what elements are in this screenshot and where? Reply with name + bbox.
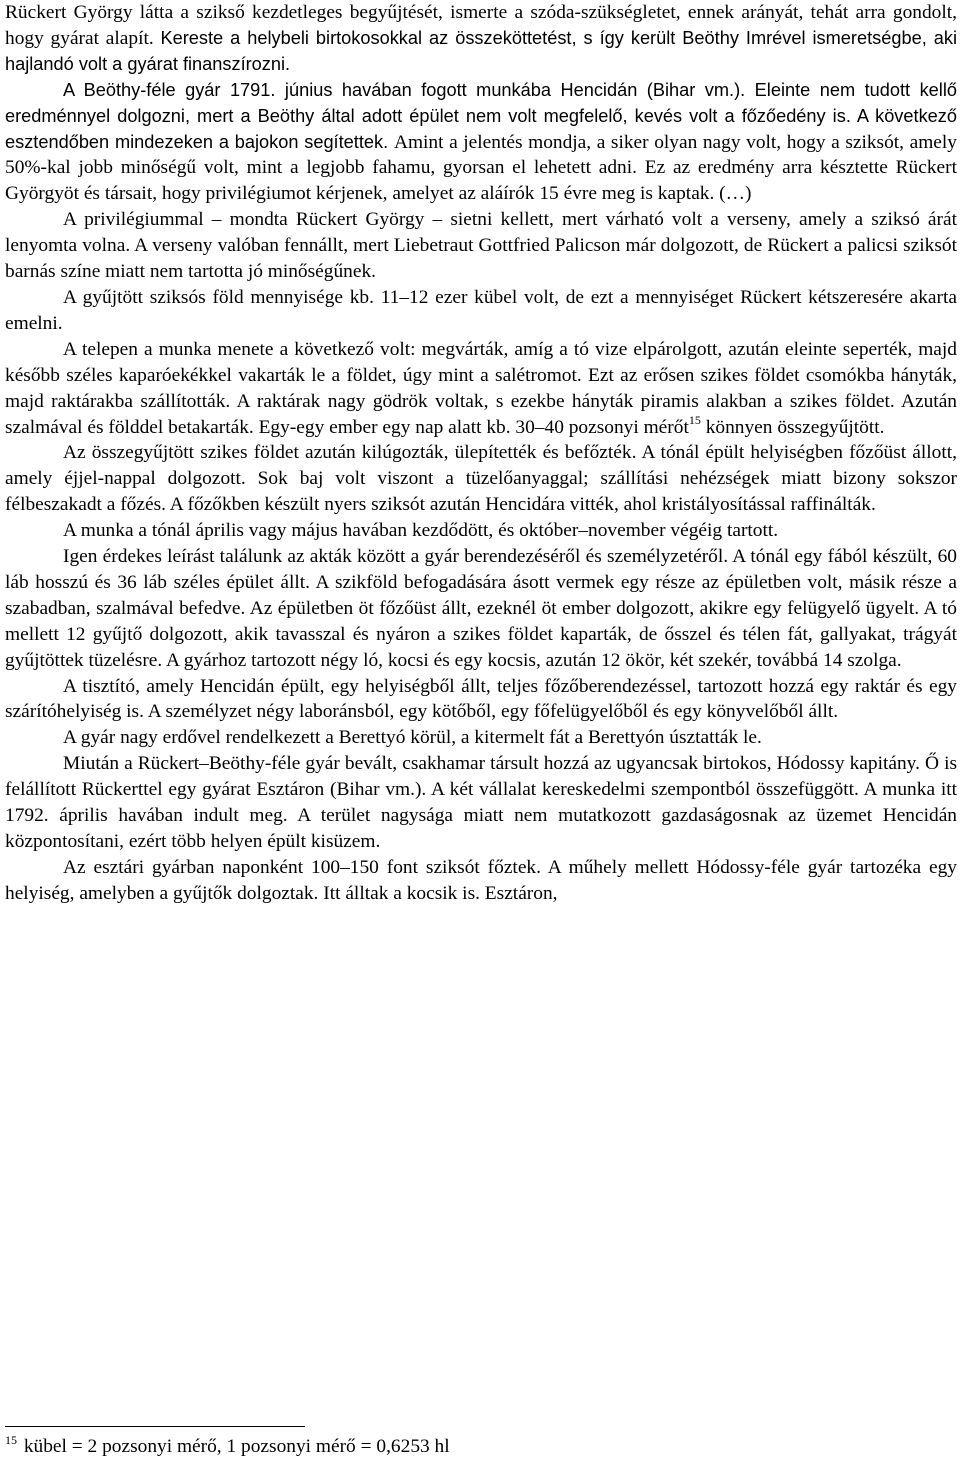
paragraph: [5, 0, 957, 78]
paragraph: [5, 518, 957, 544]
paragraph-text: A tisztító, amely Hencidán épült, egy helyiségből állt, teljes főzőberendezéssel, tartozott hozzá egy raktár és egy szárítóhelyiség is. A személyzet négy laboránsból, egy kötőből, egy főfelügyelőből és egy könyvelőből állt.: [5, 675, 957, 723]
paragraph-text: Rückert György látta a szikső kezdetleges begyűjtését, ismerte a szóda-szükségletet, ennek arányát, tehát arra gondolt, hogy gyárat alapít.: [5, 2, 957, 49]
paragraph-text: Amint a jelentés mondja, a siker olyan nagy volt, hogy a sziksót, amely 50%-kal jobb minőségű volt, mint a legjobb fahamu, gyorsan el lehetett adni. Ez az eredmény arra késztette Rückert Györgyöt és társait, hogy privilégiumot kérjenek, amelyet az aláírók 15 évre meg is kaptak. (…): [5, 131, 957, 205]
paragraph: [5, 751, 957, 855]
paragraph: [5, 337, 957, 441]
paragraph-text: A munka a tónál április vagy május havában kezdődött, és október–november végéig tartott.: [63, 520, 779, 542]
footnote-separator: [5, 1426, 305, 1427]
paragraph: [5, 78, 957, 208]
paragraph-text: Igen érdekes leírást találunk az akták között a gyár berendezéséről és személyzetéről. A tónál egy fából készült, 60 láb hosszú és 36 láb széles épület állt. A szikföld befogadására ásott vermek egy része az épületben volt, másik része a szabadban, szalmával befedve. Az épületben öt főzőüst állt, ezeknél öt ember dolgozott, akikre egy felügyelő ügyelt. A tó mellett 12 gyűjtő dolgozott, akik tavasszal és nyáron a szikes földet kaparták, de ősszel és télen fát, gallyakat, trágyát gyűjtöttek tüzelésre. A gyárhoz tartozott négy ló, kocsi és egy kocsis, azután 12 ökör, két szekér, továbbá 14 szolga.: [5, 546, 957, 671]
paragraph: [5, 725, 957, 751]
paragraph: [5, 674, 957, 726]
paragraph: [5, 207, 957, 285]
paragraph-text: Miután a Rückert–Beöthy-féle gyár bevált, csakhamar társult hozzá az ugyancsak birtokos, Hódossy kapitány. Ő is felállított Rückerttel egy gyárat Esztáron (Bihar vm.). A két vállalat kereskedelmi szempontból összefüggött. A munka itt 1792. április havában indult meg. A terület nagysága miatt nem mutatkozott gazdaságosnak az üzemet Hencidán központosítani, ezért több helyen épült kisüzem.: [5, 753, 957, 852]
paragraph-text: A gyár nagy erdővel rendelkezett a Berettyó körül, a kitermelt fát a Berettyón úsztatták le.: [63, 727, 762, 749]
footnote-reference: 15: [688, 413, 701, 428]
paragraph: [5, 855, 957, 907]
paragraph-text: A privilégiummal – mondta Rückert György – sietni kellett, mert várható volt a verseny, amely a sziksó árát lenyomta volna. A verseny valóban fennállt, mert Liebetraut Gottfried Palicson már dolgozott, de Rückert a palicsi sziksót barnás színe miatt nem tartotta jó minőségűnek.: [5, 209, 957, 283]
paragraph: [5, 440, 957, 518]
paragraph-text: A telepen a munka menete a következő volt: megvárták, amíg a tó vize elpárolgott, azután eleinte seperték, majd később széles kaparóekékkel vakarták le a földet, úgy mint a salétromot. Ezt az erősen szikes földet csomókba hányták, majd raktárakba szállították. A raktárak nagy gödrök voltak, s ezekbe hányták piramis alakban a szikes földet. Azután szalmával és földdel betakarták. Egy-egy ember egy nap alatt kb. 30–40 pozsonyi mérőt: [5, 338, 957, 438]
footnote-number: 15: [5, 1432, 17, 1447]
paragraph: [5, 285, 957, 337]
paragraph-text: Az esztári gyárban naponként 100–150 font sziksót főztek. A műhely mellett Hódossy-féle gyár tartozéka egy helyiség, amelyben a gyűjtők dolgoztak. Itt álltak a kocsik is. Esztáron,: [5, 856, 957, 904]
paragraph-text: A Beöthy-féle gyár 1791. június havában fogott munkába Hencidán (Bihar vm.). Eleinte nem tudott kellő eredménnyel dolgozni, mert a Beöthy által adott épület nem volt megfelelő, kevés volt a főzőedény is. A következő esztendőben mindezeken a bajokon segítettek.: [5, 79, 957, 152]
footnote-text: kübel = 2 pozsonyi mérő, 1 pozsonyi mérő = 0,6253 hl: [19, 1436, 450, 1457]
paragraph-text: könnyen összegyűjtött.: [700, 416, 885, 438]
document-body: [5, 0, 957, 907]
paragraph-text: Kereste a helybeli birtokosokkal az összeköttetést, s így került Beöthy Imrével ismeretségbe, aki hajlandó volt a gyárat finanszírozni.: [5, 27, 957, 74]
paragraph-text: Az összegyűjtött szikes földet azután kilúgozták, ülepítették és befőzték. A tónál épült helyiségben főzőüst állott, amely éjjel-nappal dolgozott. Sok baj volt viszont a tüzelőanyaggal; szállítási nehézségek miatt bizony sokszor félbeszakadt a főzés. A főzőkben készült nyers sziksót azután Hencidára vitték, ahol kristályosítással raffinálták.: [5, 442, 957, 516]
footnote: [5, 1434, 450, 1460]
paragraph: [5, 544, 957, 674]
paragraph-text: A gyűjtött sziksós föld mennyisége kb. 11–12 ezer kübel volt, de ezt a mennyiséget Rückert kétszeresére akarta emelni.: [5, 286, 957, 334]
